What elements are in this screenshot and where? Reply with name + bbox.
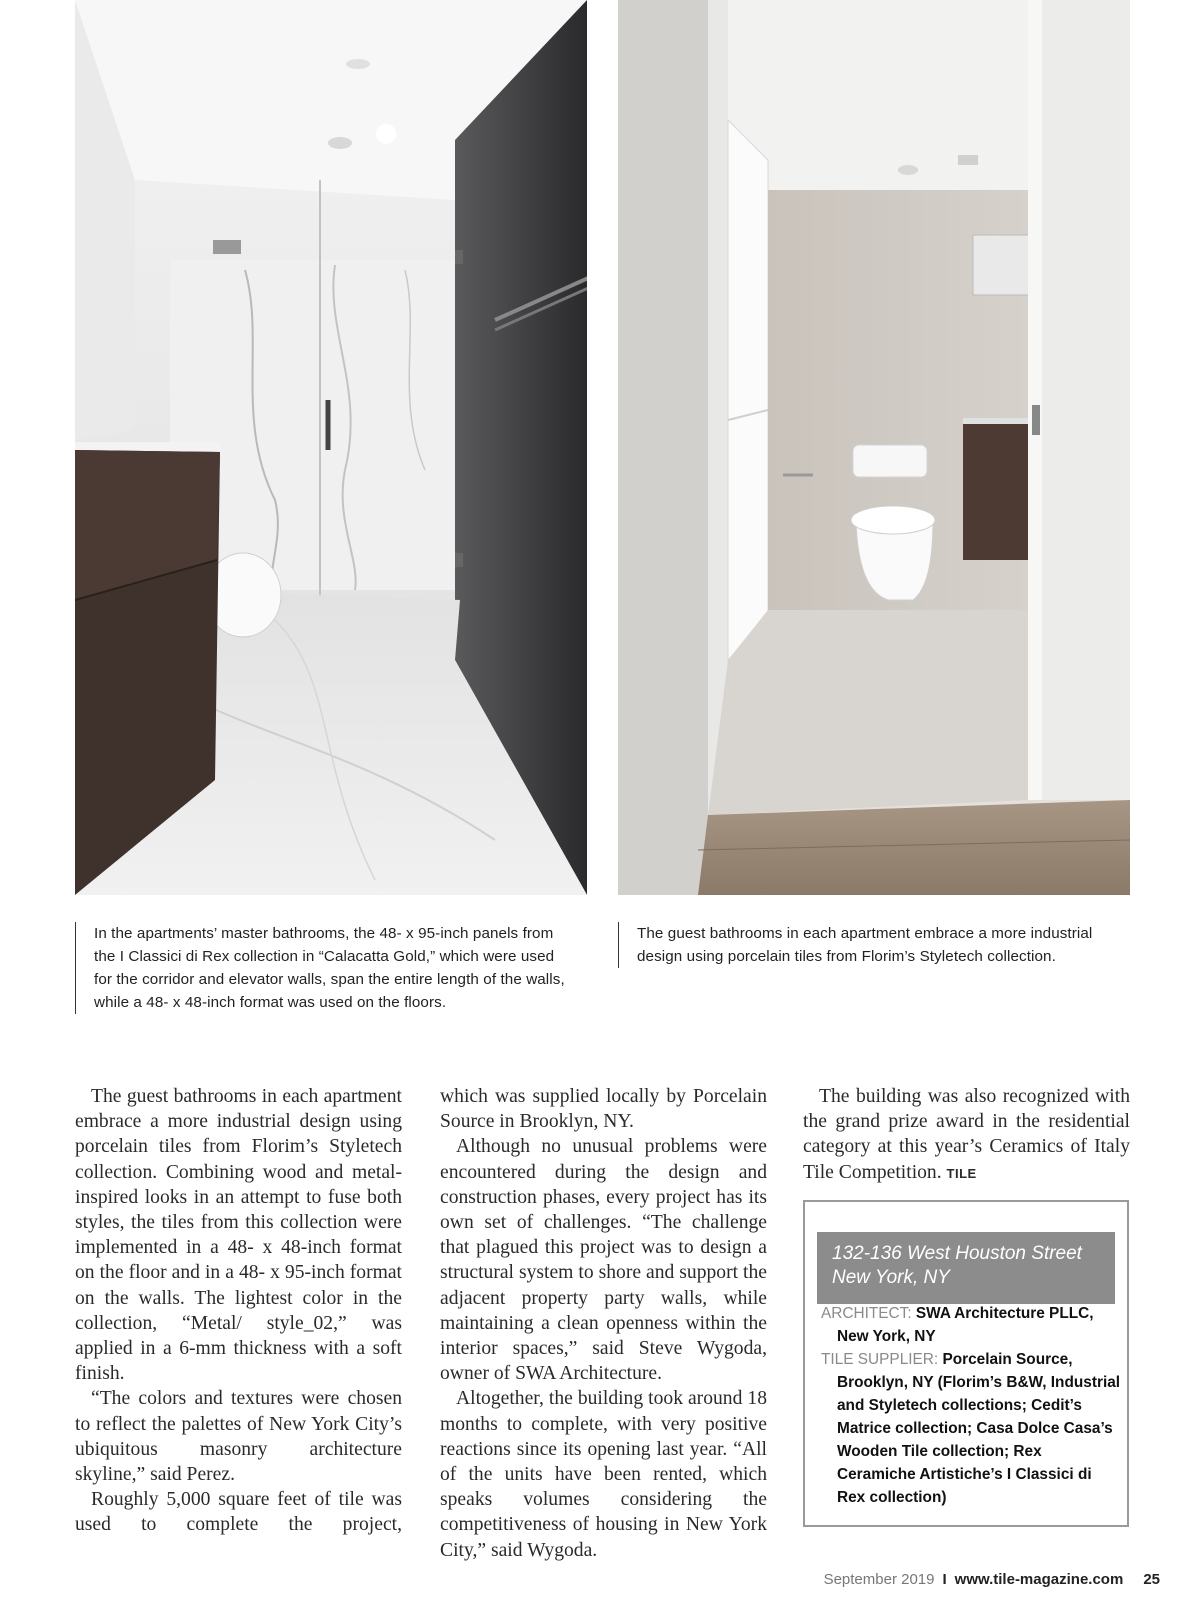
paragraph: Roughly 5,000 square feet of tile was used to complete the project, bbox=[75, 1489, 402, 1536]
tile-supplier-entry bbox=[821, 1348, 1121, 1509]
paragraph bbox=[803, 1084, 1130, 1186]
master-bathroom-photo bbox=[75, 0, 587, 895]
article-column-2 bbox=[440, 1084, 767, 1563]
tile-supplier-value: Porcelain Source, Brooklyn, NY (Florim’s B&W, Industrial and Styletech collections; Cedit’s Matrice collection; Casa Dolce Casa’s Wooden Tile collection; Rex Ceramiche Artistiche’s I Classici di Rex collection) bbox=[837, 1351, 1121, 1506]
paragraph: “The colors and textures were chosen to reflect the palettes of New York City’s ubiquitous masonry architecture skyline,” said Perez. bbox=[75, 1388, 402, 1486]
architect-value: SWA Architecture PLLC, New York, NY bbox=[837, 1305, 1094, 1345]
issue-date: September 2019 bbox=[823, 1571, 935, 1588]
info-box-title bbox=[817, 1232, 1115, 1304]
website-link[interactable]: www.tile-magazine.com bbox=[954, 1571, 1124, 1588]
closing-paragraph-text: The building was also recognized with the grand prize award in the residential category at this year’s Ceramics of Italy Tile Competition. bbox=[803, 1086, 1130, 1183]
address-line: 132-136 West Houston Street bbox=[832, 1243, 1082, 1264]
paragraph-continued: which was supplied locally by Porcelain Source in Brooklyn, NY. bbox=[440, 1086, 767, 1133]
article-column-1 bbox=[75, 1084, 402, 1538]
architect-label: ARCHITECT: bbox=[821, 1305, 912, 1322]
architect-entry bbox=[821, 1302, 1121, 1348]
paragraph: Altogether, the building took around 18 months to complete, with very positive reactions since its opening last year. “All of the units have been rented, which speaks volumes considering the competitiveness of housing in New York City,” said Wygoda. bbox=[440, 1388, 767, 1561]
page-number: 25 bbox=[1143, 1571, 1160, 1588]
tile-supplier-label: TILE SUPPLIER: bbox=[821, 1351, 939, 1368]
info-box-details bbox=[821, 1302, 1121, 1509]
caption-guest-bathroom: The guest bathrooms in each apartment embrace a more industrial design using porcelain tiles from Florim’s Styletech collection. bbox=[618, 922, 1117, 968]
end-mark: TILE bbox=[946, 1165, 977, 1181]
guest-bathroom-photo bbox=[618, 0, 1130, 895]
city-line: New York, NY bbox=[832, 1267, 950, 1288]
caption-master-bathroom: In the apartments’ master bathrooms, the 48- x 95-inch panels from the I Classici di Rex collection in “Calacatta Gold,” which were used for the corridor and elevator walls, span the entire length of the walls, while a 48- x 48-inch format was used on the floors. bbox=[75, 922, 574, 1014]
footer-separator: I bbox=[942, 1571, 947, 1588]
paragraph: Although no unusual problems were encountered during the design and construction phases, every project has its own set of challenges. “The challenge that plagued this project was to design a structural system to shore and support the adjacent property party walls, while maintaining a clean openness within the interior spaces,” said Steve Wygoda, owner of SWA Architecture. bbox=[440, 1136, 767, 1385]
article-column-3 bbox=[803, 1084, 1130, 1186]
paragraph: The guest bathrooms in each apartment embrace a more industrial design using porcelain tiles from Florim’s Styletech collection. Combining wood and metal-inspired looks in an attempt to fuse both styles, the tiles from this collection were implemented in a 48- x 48-inch format on the floor and in a 48- x 95-inch format on the walls. The lightest color in the collection, “Metal/ style_02,” was applied in a 6-mm thickness with a soft finish. bbox=[75, 1086, 402, 1385]
project-info-box bbox=[803, 1200, 1129, 1527]
page-footer bbox=[824, 1571, 1160, 1588]
